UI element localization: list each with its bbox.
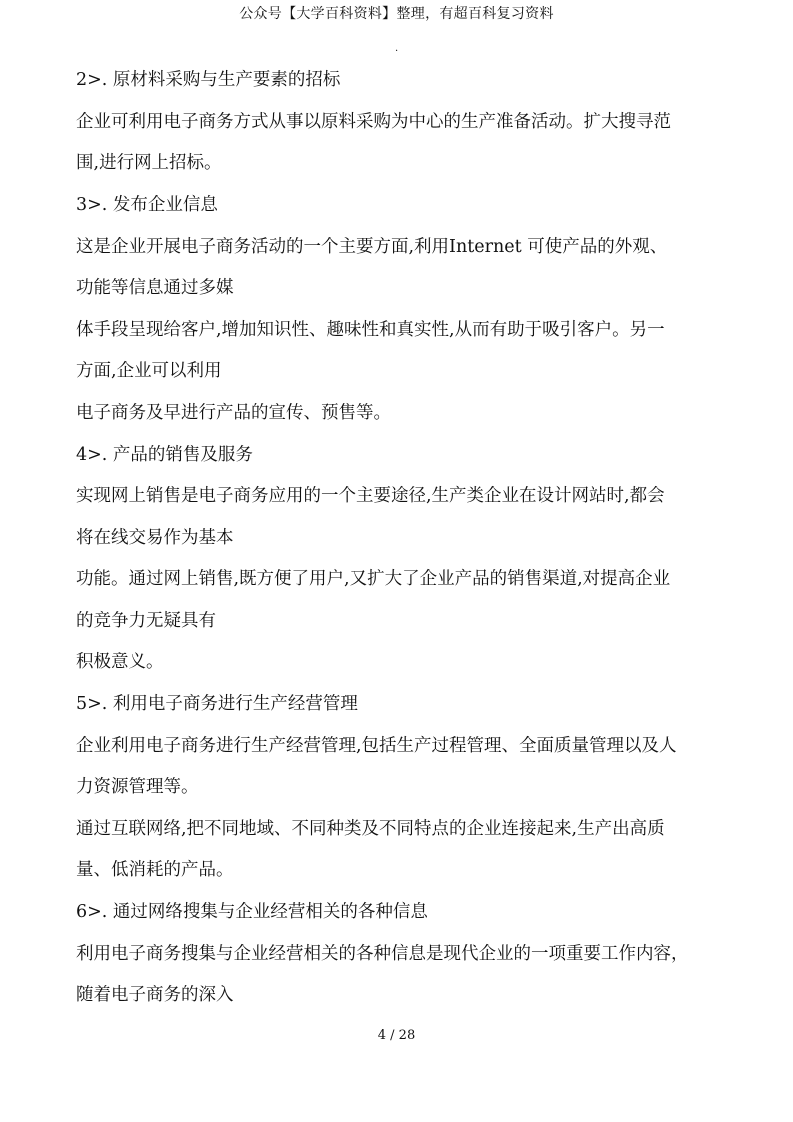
paragraph-line: 围,进行网上招标。 xyxy=(76,153,222,173)
paragraph-line: 功能。通过网上销售,既方便了用户,又扩大了企业产品的销售渠道,对提高企业 xyxy=(76,569,671,589)
paragraph-line: 将在线交易作为基本 xyxy=(76,528,234,548)
page-number: 4 / 28 xyxy=(377,1028,416,1043)
paragraph-line: 利用电子商务搜集与企业经营相关的各种信息是现代企业的一项重要工作内容， xyxy=(76,944,689,964)
section-heading: 4>. 产品的销售及服务 xyxy=(76,445,253,465)
paragraph-line: 体手段呈现给客户,增加知识性、趣味性和真实性,从而有助于吸引客户。另一 xyxy=(76,320,665,340)
paragraph-line: 的竞争力无疑具有 xyxy=(76,611,216,631)
paragraph-line: 力资源管理等。 xyxy=(76,777,199,797)
page-header: 公众号【大学百科资料】整理，有超百科复习资料 xyxy=(239,6,554,22)
section-heading: 3>. 发布企业信息 xyxy=(76,195,218,215)
header-dot: . xyxy=(395,43,399,54)
paragraph-line: 量、低消耗的产品。 xyxy=(76,860,234,880)
paragraph-line: 积极意义。 xyxy=(76,652,164,672)
paragraph-line: 这是企业开展电子商务活动的一个主要方面,利用Internet 可使产品的外观、 xyxy=(76,237,668,257)
paragraph-line: 功能等信息通过多媒 xyxy=(76,278,234,298)
paragraph-line: 方面,企业可以利用 xyxy=(76,361,222,381)
paragraph-line: 电子商务及早进行产品的宣传、预售等。 xyxy=(76,403,391,423)
paragraph-line: 通过互联网络,把不同地域、不同种类及不同特点的企业连接起来,生产出高质 xyxy=(76,819,665,839)
section-heading: 6>. 通过网络搜集与企业经营相关的各种信息 xyxy=(76,902,428,922)
section-heading: 5>. 利用电子商务进行生产经营管理 xyxy=(76,694,358,714)
section-heading: 2>. 原材料采购与生产要素的招标 xyxy=(76,70,341,90)
paragraph-line: 实现网上销售是电子商务应用的一个主要途径,生产类企业在设计网站时,都会 xyxy=(76,486,665,506)
paragraph-line: 企业可利用电子商务方式从事以原料采购为中心的生产准备活动。扩大搜寻范 xyxy=(76,112,671,132)
paragraph-line: 企业利用电子商务进行生产经营管理,包括生产过程管理、全面质量管理以及人 xyxy=(76,736,677,756)
paragraph-line: 随着电子商务的深入 xyxy=(76,985,234,1005)
